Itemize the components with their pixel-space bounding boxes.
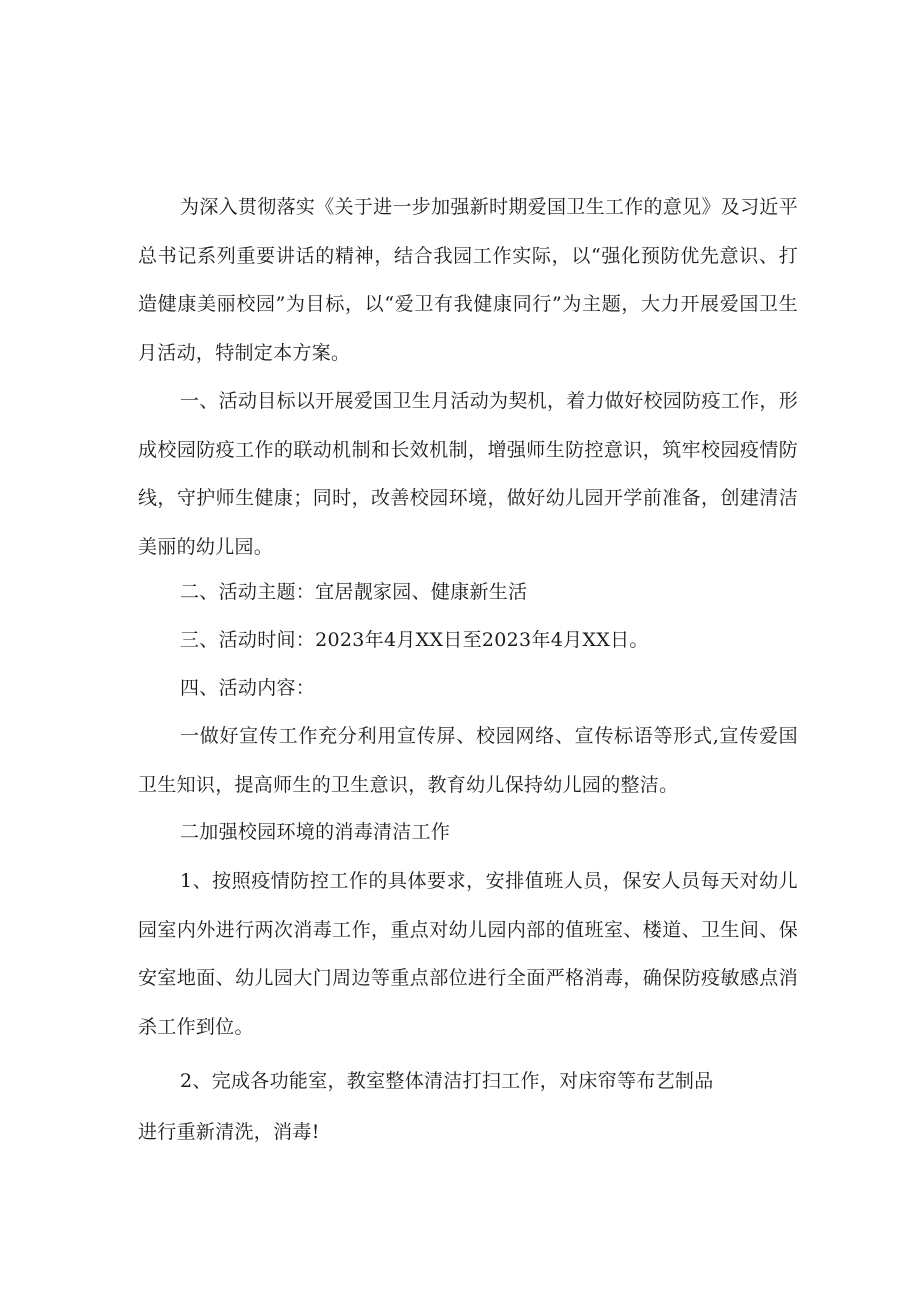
disinfection-item-2: 2、完成各功能室，教室整体清洁打扫工作，对床帘等布艺制品: [180, 1070, 714, 1092]
section-activity-theme: 二、活动主题：宜居靓家园、健康新生活: [180, 581, 528, 603]
section-activity-time: 三、活动时间：2023年4月XX日至2023年4月XX日。: [180, 629, 649, 651]
content-item-publicity: 一做好宣传工作充分利用宣传屏、校园网络、宣传标语等形式,宣传爱国卫生知识，提高师生的卫生意识，教育幼儿保持幼儿园的整洁。: [138, 725, 798, 796]
content-item-disinfection-heading: 二加强校园环境的消毒清洁工作: [180, 821, 451, 843]
intro-paragraph: 为深入贯彻落实《关于进一步加强新时期爱国卫生工作的意见》及习近平总书记系列重要讲话的精神，结合我园工作实际，以“强化预防优先意识、打造健康美丽校园”为目标，以“爱卫有我健康同行”为主题，大力开展爱国卫生月活动，特制定本方案。: [138, 196, 798, 364]
section-activity-goal: 一、活动目标以开展爱国卫生月活动为契机，着力做好校园防疫工作，形成校园防疫工作的联动机制和长效机制，增强师生防控意识，筑牢校园疫情防线，守护师生健康；同时，改善校园环境，做好幼儿园开学前准备，创建清洁美丽的幼儿园。: [138, 390, 798, 558]
disinfection-item-2-continued: 进行重新清洗，消毒!: [138, 1121, 320, 1143]
section-activity-content-heading: 四、活动内容：: [180, 677, 316, 699]
disinfection-item-1: 1、按照疫情防控工作的具体要求，安排值班人员，保安人员每天对幼儿园室内外进行两次消毒工作，重点对幼儿园内部的值班室、楼道、卫生间、保安室地面、幼儿园大门周边等重点部位进行全面严格消毒，确保防疫敏感点消杀工作到位。: [138, 870, 798, 1038]
